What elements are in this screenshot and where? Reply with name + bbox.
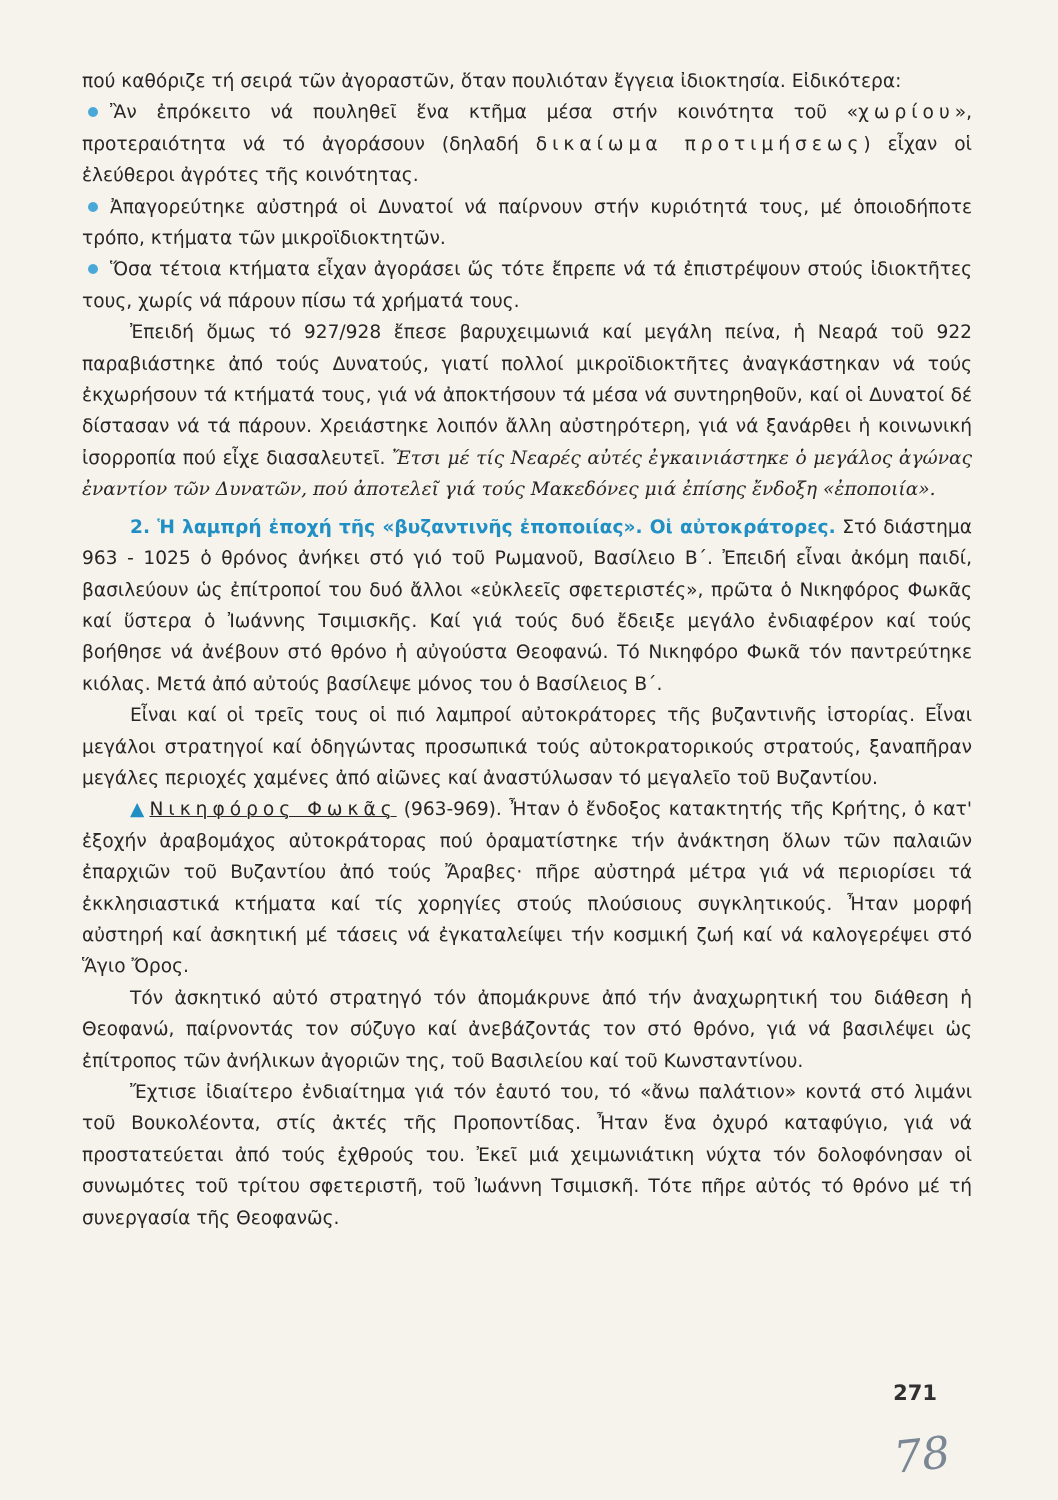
paragraph-text: (963-969). Ἦταν ὁ ἔνδοξος κατακτητής τῆς Κρήτης, ὁ κατ' ἐξοχήν ἀραβομάχος αὐτοκράτορας πού ὁραματίστηκε τήν ἀνάκτηση ὅλων τῶν παλαιῶν ἐπαρχιῶν τοῦ Βυζαντίου ἀπό τούς Ἄραβες· πῆρε αὐστηρά μέτρα γιά νά περιορίσει τά ἐκκλησιαστικά κτήματα καί τίς χορηγίες στούς πλούσιους συγκλητικούς. Ἦταν μορφή αὐστηρή καί ἀσκητική μέ τάσεις νά ἐγκαταλείψει τήν κοσμική ζωή καί νά καλογερέψει στό Ἅγιο Ὄρος. (82, 799, 972, 978)
paragraph: πού καθόριζε τή σειρά τῶν ἀγοραστῶν, ὅταν πουλιόταν ἔγγεια ἰδιοκτησία. Εἰδικότερα: (82, 71, 902, 92)
triangle-bullet-icon: ▲ (130, 799, 146, 821)
emperor-name: Νικηφόρος Φωκᾶς (149, 799, 397, 821)
section-paragraph (82, 512, 972, 700)
bullet-text: ) εἶχαν οἱ ἐλεύθεροι ἀγρότες τῆς κοινότητας. (82, 133, 972, 187)
bullet-text: Ἂν ἐπρόκειτο νά πουληθεῖ ἕνα κτῆμα μέσα στήν κοινότητα τοῦ « (110, 102, 859, 124)
bullet-item (82, 97, 972, 191)
handwritten-number: 78 (891, 1427, 953, 1484)
bullet-text: Ἀπαγορεύτηκε αὐστηρά οἱ Δυνατοί νά παίρνουν στήν κυριότητά τους, μέ ὁποιοδήποτε τρόπο, κτήματα τῶν μικροϊδιοκτητῶν. (82, 196, 972, 250)
paragraph-text: Στό διάστημα 963 - 1025 ὁ θρόνος ἀνήκει στό γιό τοῦ Ρωμανοῦ, Βασίλειο Β΄. Ἐπειδή εἶναι ἀκόμη παιδί, βασιλεύουν ὡς ἐπίτροποί του δυό ἄλλοι «εὐκλεεῖς σφετεριστές», πρῶτα ὁ Νικηφόρος Φωκᾶς καί ὕστερα ὁ Ἰωάννης Τσιμισκῆς. Καί γιά τούς δυό ἔδειξε μεγάλο ἐνδιαφέρον καί τούς βοήθησε νά ἀνέβουν στό θρόνο ἡ αὐγούστα Θεοφανώ. Τό Νικηφόρο Φωκᾶ τόν παντρεύτηκε κιόλας. Μετά ἀπό αὐτούς βασίλεψε μόνος του ὁ Βασίλειος Β΄. (82, 516, 972, 695)
spaced-term: δικαίωμα προτιμήσεως (535, 133, 864, 155)
bullet-item (82, 254, 972, 317)
paragraph (82, 317, 972, 505)
paragraph: Τόν ἀσκητικό αὐτό στρατηγό τόν ἀπομάκρυνε ἀπό τήν ἀναχωρητική του διάθεση ἡ Θεοφανώ, παίρνοντάς τον σύζυγο καί ἀνεβάζοντάς τον στό θρόνο, γιά νά βασιλέψει ὡς ἐπίτροπος τῶν ἀνήλικων ἀγοριῶν της, τοῦ Βασιλείου καί τοῦ Κωνσταντίνου. (82, 987, 972, 1072)
bullet-text: », προτεραιότητα νά τό ἀγοράσουν (δηλαδή (82, 102, 972, 155)
paragraph: Ἔχτισε ἰδιαίτερο ἐνδιαίτημα γιά τόν ἑαυτό του, τό «ἄνω παλάτιον» κοντά στό λιμάνι τοῦ Βουκολέοντα, στίς ἀκτές τῆς Προποντίδας. Ἦταν ἕνα ὀχυρό καταφύγιο, γιά νά προστατεύεται ἀπό τούς ἐχθρούς του. Ἐκεῖ μιά χειμωνιάτικη νύχτα τόν δολοφόνησαν οἱ συνωμότες τοῦ τρίτου σφετεριστῆ, τοῦ Ἰωάννη Τσιμισκῆ. Τότε πῆρε αὐτός τό θρόνο μέ τή συνεργασία τῆς Θεοφανῶς. (82, 1082, 972, 1229)
bullet-text: Ὅσα τέτοια κτήματα εἶχαν ἀγοράσει ὥς τότε ἔπρεπε νά τά ἐπιστρέψουν στούς ἰδιοκτῆτες τους, χωρίς νά πάρουν πίσω τά χρήματά τους. (82, 259, 972, 312)
subsection-paragraph (82, 794, 972, 982)
section-heading: 2. Ἡ λαμπρή ἐποχή τῆς «βυζαντινῆς ἐποποιίας». Οἱ αὐτοκράτορες. (130, 516, 836, 538)
page-body (82, 66, 972, 1234)
italic-passage: Ἔτσι μέ τίς Νεαρές αὐτές ἐγκαινιάστηκε ὁ μεγάλος ἀγώνας ἐναντίον τῶν Δυνατῶν, πού ἀποτελεῖ γιά τούς Μακεδόνες μιά ἐπίσης ἔνδοξη «ἐποποιία». (82, 447, 972, 501)
spaced-term: χωρίου (858, 102, 955, 124)
paragraph-text: Ἐπειδή ὅμως τό 927/928 ἔπεσε βαρυχειμωνιά καί μεγάλη πείνα, ἡ Νεαρά τοῦ 922 παραβιάστηκε ἀπό τούς Δυνατούς, γιατί πολλοί μικροϊδιοκτῆτες ἀναγκάστηκαν νά τούς ἐκχωρήσουν τά κτήματά τους, γιά νά ἀποκτήσουν τά μέσα νά συντηρηθοῦν, καί οἱ Δυνατοί δέ δίστασαν νά τά πάρουν. Χρειάστηκε λοιπόν ἄλλη αὐστηρότερη, γιά νά ξανάρθει ἡ κοινωνική ἰσορροπία πού εἶχε διασαλευτεῖ. (82, 322, 972, 469)
bullet-item (82, 192, 972, 255)
page-number: 271 (893, 1381, 937, 1405)
paragraph: Εἶναι καί οἱ τρεῖς τους οἱ πιό λαμπροί αὐτοκράτορες τῆς βυζαντινῆς ἱστορίας. Εἶναι μεγάλοι στρατηγοί καί ὁδηγώντας προσωπικά τούς αὐτοκρατορικούς στρατούς, ξαναπῆραν μεγάλες περιοχές χαμένες ἀπό αἰῶνες καί ἀναστύλωσαν τό μεγαλεῖο τοῦ Βυζαντίου. (82, 705, 972, 789)
